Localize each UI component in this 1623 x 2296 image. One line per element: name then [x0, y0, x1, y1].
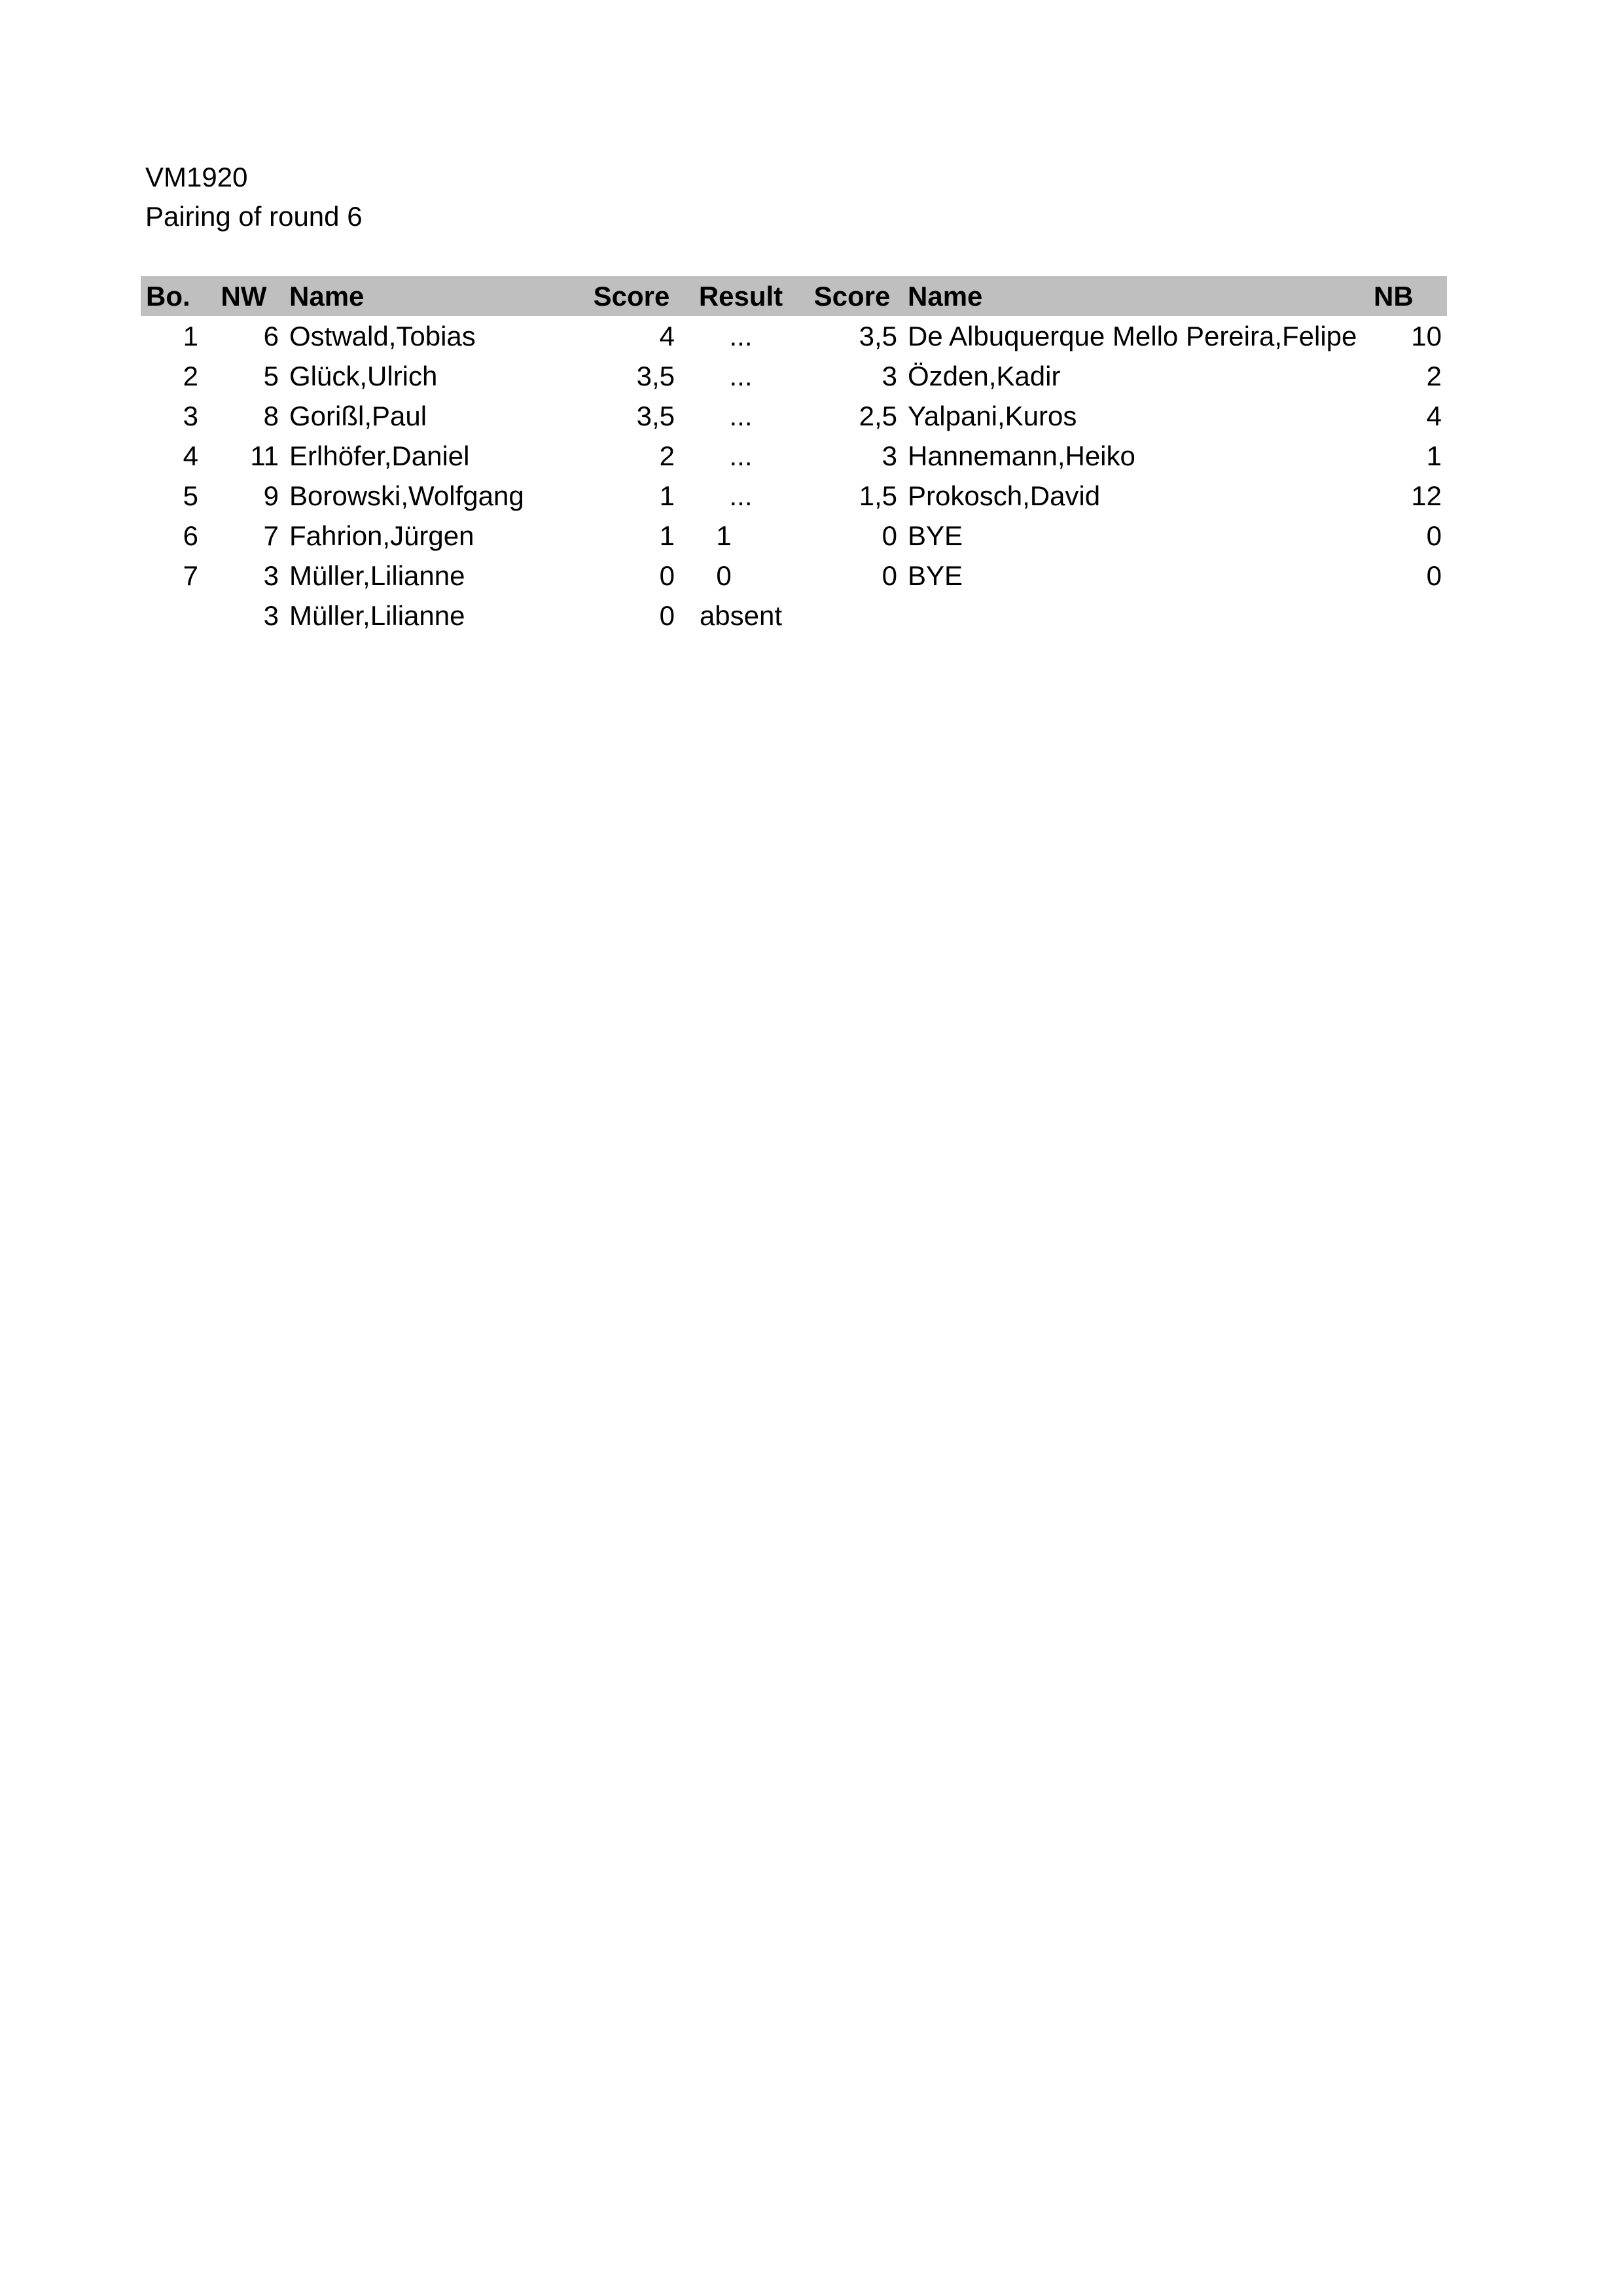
document-title: VM1920 [145, 162, 248, 192]
black-name-cell: Özden,Kadir [908, 361, 1061, 391]
column-header-white-score: Score [593, 281, 670, 312]
black-name-cell: BYE [908, 560, 963, 591]
table-row [141, 436, 1447, 476]
table-row [141, 356, 1447, 396]
white-name-cell: Erlhöfer,Daniel [289, 440, 470, 471]
table-header-row [141, 276, 1447, 316]
white-number-cell: 8 [263, 401, 279, 431]
column-header-black-score: Score [813, 281, 891, 312]
table-row [141, 516, 1447, 556]
white-name-cell: Borowski,Wolfgang [289, 480, 524, 511]
black-score-cell [802, 596, 902, 636]
board-cell: 6 [183, 520, 198, 551]
table-row [141, 556, 1447, 596]
white-score-cell: 0 [659, 600, 675, 631]
table-row [141, 396, 1447, 436]
board-cell: 7 [183, 560, 198, 591]
table-row [141, 596, 1447, 636]
pairings-table [141, 276, 1447, 636]
white-name-cell: Müller,Lilianne [289, 560, 465, 591]
board-cell [141, 596, 204, 636]
white-score-cell: 4 [659, 321, 675, 351]
white-name-cell: Gorißl,Paul [289, 401, 427, 431]
board-cell: 3 [183, 401, 198, 431]
black-number-cell: 1 [1426, 440, 1442, 471]
column-header-result: Result [698, 281, 783, 312]
white-score-cell: 2 [659, 440, 675, 471]
black-name-cell [902, 596, 1368, 636]
black-name-cell: Hannemann,Heiko [908, 440, 1135, 471]
column-header-white-name: Name [289, 281, 365, 312]
black-score-cell: 0 [882, 560, 897, 591]
black-score-cell: 0 [882, 520, 897, 551]
white-number-cell: 3 [263, 600, 279, 631]
board-cell: 2 [183, 361, 198, 391]
black-name-cell: De Albuquerque Mello Pereira,Felipe [908, 321, 1357, 351]
white-name-cell: Ostwald,Tobias [289, 321, 476, 351]
column-header-board: Bo. [146, 281, 190, 312]
result-cell: ... [729, 440, 753, 471]
white-number-cell: 3 [263, 560, 279, 591]
black-number-cell: 0 [1426, 520, 1442, 551]
black-score-cell: 2,5 [859, 401, 897, 431]
result-cell: ... [729, 361, 753, 391]
table-row [141, 476, 1447, 516]
result-cell: 0 [716, 560, 732, 591]
black-score-cell: 3 [882, 361, 897, 391]
black-score-cell: 3,5 [859, 321, 897, 351]
result-cell: ... [729, 401, 753, 431]
white-number-cell: 6 [263, 321, 279, 351]
result-cell: absent [699, 600, 783, 631]
table-row [141, 316, 1447, 356]
result-cell: ... [729, 480, 753, 511]
column-header-white-number: NW [221, 281, 267, 312]
white-name-cell: Müller,Lilianne [289, 600, 465, 631]
white-score-cell: 3,5 [636, 361, 675, 391]
result-cell: ... [729, 321, 753, 351]
board-cell: 4 [183, 440, 198, 471]
white-score-cell: 0 [659, 560, 675, 591]
column-header-black-name: Name [908, 281, 983, 312]
white-name-cell: Fahrion,Jürgen [289, 520, 474, 551]
black-number-cell: 2 [1426, 361, 1442, 391]
black-name-cell: BYE [908, 520, 963, 551]
black-number-cell: 0 [1426, 560, 1442, 591]
black-name-cell: Yalpani,Kuros [908, 401, 1077, 431]
white-score-cell: 1 [659, 520, 675, 551]
board-cell: 5 [183, 480, 198, 511]
white-score-cell: 1 [659, 480, 675, 511]
black-score-cell: 1,5 [859, 480, 897, 511]
white-number-cell: 9 [263, 480, 279, 511]
black-number-cell: 10 [1411, 321, 1442, 351]
white-number-cell: 11 [250, 440, 279, 471]
white-name-cell: Glück,Ulrich [289, 361, 438, 391]
board-cell: 1 [183, 321, 198, 351]
black-number-cell: 12 [1411, 480, 1442, 511]
white-number-cell: 7 [263, 520, 279, 551]
black-number-cell: 4 [1426, 401, 1442, 431]
black-number-cell [1368, 596, 1447, 636]
document-subtitle: Pairing of round 6 [145, 201, 363, 232]
result-cell: 1 [716, 520, 732, 551]
white-score-cell: 3,5 [636, 401, 675, 431]
white-number-cell: 5 [263, 361, 279, 391]
black-name-cell: Prokosch,David [908, 480, 1101, 511]
column-header-black-number: NB [1374, 281, 1414, 312]
black-score-cell: 3 [882, 440, 897, 471]
